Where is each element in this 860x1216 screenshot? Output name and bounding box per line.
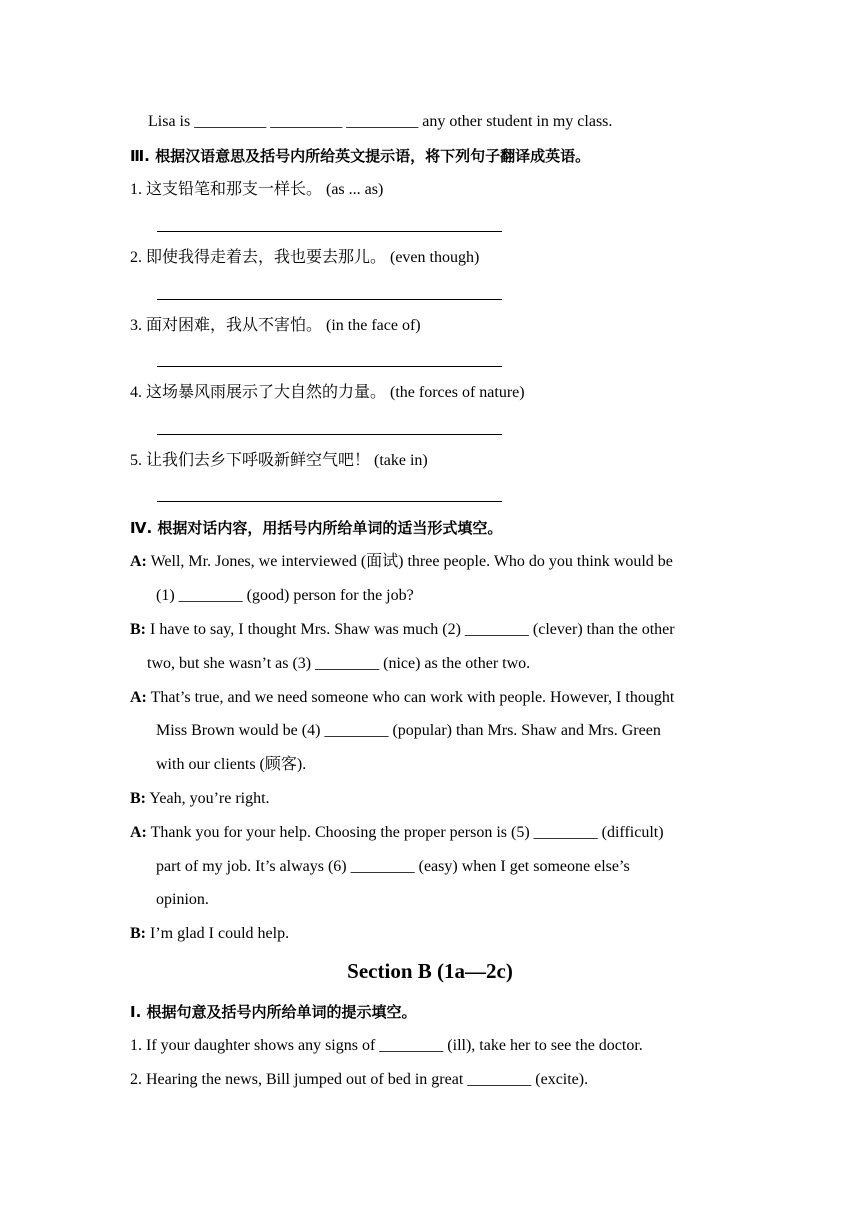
dialogue-line: with our clients (顾客). [156, 756, 307, 773]
translation-item-2: 2. 即使我得走着去，我也要去那儿。 (even though) [130, 249, 480, 266]
speaker-label: A: [130, 824, 147, 841]
dialogue-line: (1) ________ (good) person for the job? [156, 587, 414, 604]
dialogue-line [130, 552, 673, 572]
dialogue-line [130, 789, 270, 809]
dialogue-text: I’m glad I could help. [146, 925, 290, 942]
translation-item-4: 4. 这场暴风雨展示了大自然的力量。 (the forces of nature) [130, 384, 525, 401]
dialogue-line: Miss Brown would be (4) ________ (popular) than Mrs. Shaw and Mrs. Green [156, 722, 661, 739]
section-b-item-2: 2. Hearing the news, Bill jumped out of bed in great ________ (excite). [130, 1071, 589, 1088]
part3-heading: Ⅲ. 根据汉语意思及括号内所给英文提示语，将下列句子翻译成英语。 [130, 147, 591, 165]
speaker-label: B: [130, 925, 146, 942]
dialogue-text: That’s true, and we need someone who can work with people. However, I thought [146, 689, 675, 706]
dialogue-line [130, 688, 674, 708]
answer-line-2[interactable] [157, 299, 502, 300]
speaker-label: A: [130, 553, 147, 570]
translation-item-3: 3. 面对困难，我从不害怕。 (in the face of) [130, 317, 421, 334]
section-b-heading: Ⅰ. 根据句意及括号内所给单词的提示填空。 [130, 1003, 417, 1021]
answer-line-1[interactable] [157, 231, 502, 232]
fill-blank-sentence: Lisa is _________ _________ _________ any other student in my class. [148, 113, 613, 130]
dialogue-line [130, 924, 289, 944]
dialogue-text: Well, Mr. Jones, we interviewed (面试) three people. Who do you think would be [146, 553, 673, 570]
answer-line-4[interactable] [157, 434, 502, 435]
section-title: Section B (1a—2c) [347, 959, 513, 983]
speaker-label: B: [130, 621, 146, 638]
translation-item-1: 1. 这支铅笔和那支一样长。 (as ... as) [130, 181, 384, 198]
dialogue-line: opinion. [156, 891, 209, 908]
speaker-label: A: [130, 689, 147, 706]
dialogue-line: two, but she wasn’t as (3) ________ (nice) as the other two. [147, 655, 531, 672]
dialogue-text: Yeah, you’re right. [146, 790, 270, 807]
speaker-label: B: [130, 790, 146, 807]
dialogue-text: Thank you for your help. Choosing the proper person is (5) ________ (difficult) [146, 824, 664, 841]
dialogue-text: I have to say, I thought Mrs. Shaw was much (2) ________ (clever) than the other [146, 621, 675, 638]
section-b-item-1: 1. If your daughter shows any signs of ________ (ill), take her to see the doctor. [130, 1037, 643, 1054]
translation-item-5: 5. 让我们去乡下呼吸新鲜空气吧！ (take in) [130, 452, 428, 469]
part4-heading: Ⅳ. 根据对话内容，用括号内所给单词的适当形式填空。 [130, 519, 503, 537]
answer-line-3[interactable] [157, 366, 502, 367]
dialogue-line: part of my job. It’s always (6) ________ (easy) when I get someone else’s [156, 858, 630, 875]
dialogue-line [130, 620, 675, 640]
answer-line-5[interactable] [157, 501, 502, 502]
dialogue-line [130, 823, 664, 843]
